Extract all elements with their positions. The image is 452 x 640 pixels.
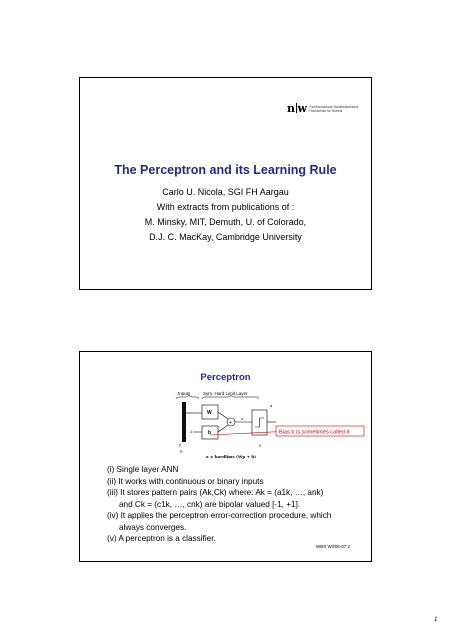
inputs-label: Inputs <box>178 391 191 396</box>
slide-footer: WBS WS06-07 2 <box>315 544 350 549</box>
logo-mark: n w <box>287 102 307 115</box>
author-line: Carlo U. Nicola, SGI FH Aargau <box>162 187 289 197</box>
bullet-list <box>107 464 369 545</box>
slide-2-title: Perceptron <box>200 372 251 383</box>
n-label: n <box>241 416 244 421</box>
bullet-item: (i) Single layer ANN <box>107 465 179 474</box>
fhnw-logo <box>287 102 358 115</box>
page-number: 1 <box>434 617 438 623</box>
slide-1-title: The Perceptron and its Learning Rule <box>114 163 337 177</box>
p-label: p <box>179 443 181 447</box>
b-label: b <box>208 430 212 436</box>
author-line: M. Minsky, MIT, Demuth, U. of Colorado, <box>144 217 307 227</box>
logo-line-2: Hochschule für Technik <box>309 108 343 113</box>
author-line: With extracts from publications of : <box>156 202 295 212</box>
R-label: R <box>180 450 183 454</box>
input-vector-bar <box>182 402 186 442</box>
S-label: S <box>259 444 262 448</box>
a-label: a <box>270 403 273 408</box>
bullet-item: (iv) It applies the perceptron error-correction procedure, which <box>107 511 332 520</box>
formula: a = hardlims (Wp + b) <box>206 454 257 459</box>
bullet-item: (iii) It stores pattern pairs (Ak,Ck) where: Ak = (a1k, …, ank) <box>107 488 324 497</box>
bullet-item: (ii) It works with continuous or binary inputs <box>107 476 264 486</box>
perceptron-diagram <box>162 385 370 461</box>
layer-label: Sym. Hard Limit Layer <box>203 391 248 396</box>
bullet-item: always converges. <box>119 522 187 532</box>
bullet-item: (v) A perceptron is a classifier. <box>107 534 216 543</box>
slide-2 <box>79 351 372 562</box>
slide-1 <box>79 77 372 290</box>
authors <box>80 185 371 245</box>
W-label: W <box>207 410 212 416</box>
author-line: D.J. C. MacKay, Cambridge University <box>149 232 302 242</box>
bias-callout-text: Bias b is sometimes called θ <box>279 429 350 436</box>
plus-sign: + <box>229 420 232 426</box>
logo-line-1: Fachhochschule Nordwestschweiz <box>309 104 359 109</box>
one-label: 1 <box>190 429 193 434</box>
bullet-item: and Ck = (c1k, …, cnk) are bipolar valued [-1, +1]. <box>119 499 301 509</box>
